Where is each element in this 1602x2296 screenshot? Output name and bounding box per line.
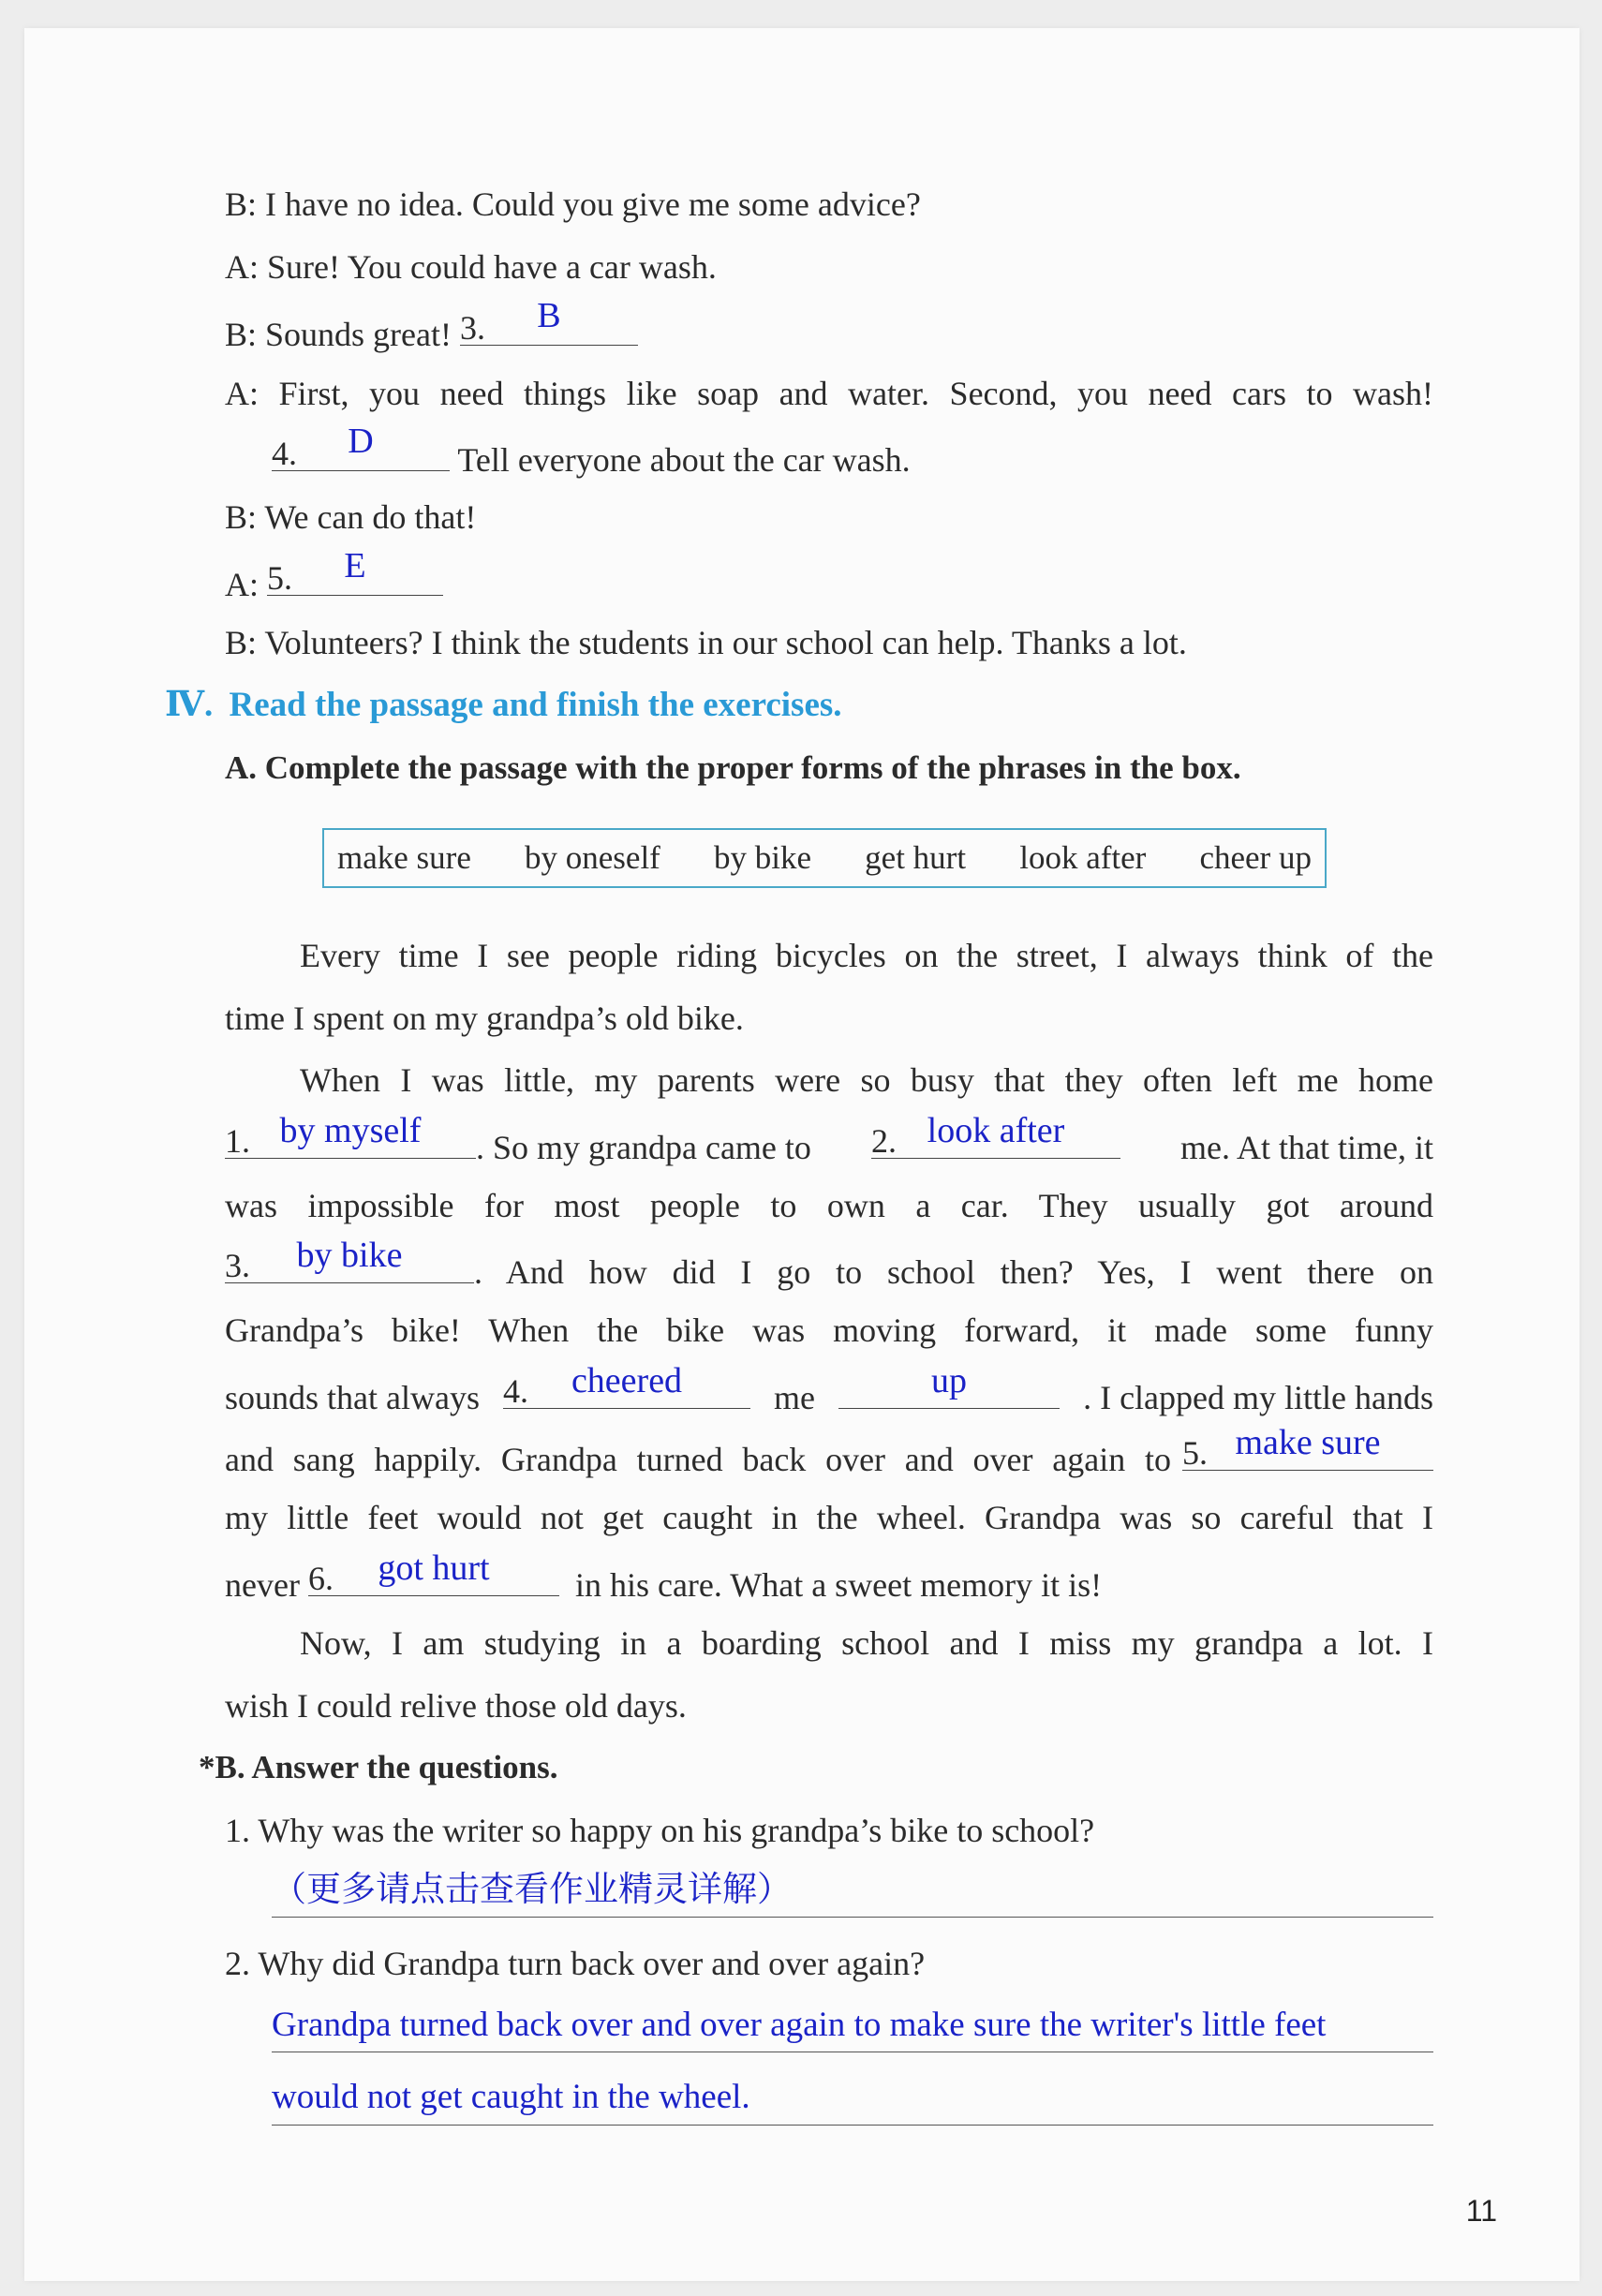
answer-4: D — [348, 422, 374, 461]
section-4-heading — [165, 687, 842, 724]
section-4-title: Read the passage and finish the exercises. — [229, 686, 842, 724]
phrase-box — [322, 828, 1327, 888]
page-number: 11 — [1465, 2194, 1497, 2228]
answer-p1: by myself — [279, 1111, 422, 1150]
answer-p4b: up — [931, 1361, 968, 1400]
part-b-heading: *B. Answer the questions. — [199, 1749, 558, 1785]
answer-blank-p5[interactable]: 5. make sure — [1182, 1436, 1433, 1471]
passage-p2-line-9: never 6. got hurt in his care. What a sweet memory it is! — [225, 1548, 1103, 1604]
passage-p1-line-1: Every time I see people riding bicycles on the street, I always think of the — [300, 937, 1433, 974]
dialogue-line-2: A: Sure! You could have a car wash. — [225, 248, 717, 286]
passage-p3-line-2: wish I could relive those old days. — [225, 1687, 687, 1725]
answer-line-q2b — [272, 2125, 1433, 2126]
dialogue-line-3 — [225, 296, 638, 353]
answer-blank-3[interactable]: 3. B — [460, 311, 638, 346]
dialogue-line-3-text: B: Sounds great! — [225, 316, 460, 353]
part-a-instruction: A. Complete the passage with the proper forms of the phrases in the box. — [225, 749, 1241, 786]
answer-p5: make sure — [1235, 1423, 1381, 1462]
dialogue-line-4a: A: First, you need things like soap and water. Second, you need cars to wash! — [225, 375, 1433, 412]
passage-p2-line-3: was impossible for most people to own a car. They usually got around — [225, 1187, 1433, 1224]
passage-p2-line-6: sounds that always 4. cheered me up . I clapped my little hands — [225, 1361, 1433, 1416]
passage-p2-line-1: When I was little, my parents were so busy that they often left me home — [300, 1061, 1433, 1099]
answer-blank-p3[interactable]: 3. by bike — [225, 1249, 474, 1283]
answer-3: B — [537, 296, 561, 335]
passage-p2-line-8: my little feet would not get caught in the wheel. Grandpa was so careful that I — [225, 1499, 1433, 1536]
answer-q2-line-2: would not get caught in the wheel. — [272, 2078, 750, 2116]
answer-line-q1 — [272, 1917, 1433, 1918]
passage-p2-line-4: 3. by bike . And how did I go to school then? Yes, I went there on — [225, 1236, 1433, 1291]
phrase-by-oneself: by oneself — [525, 839, 660, 876]
passage-p2-line-7: and sang happily. Grandpa turned back over and over again to 5. make sure — [225, 1436, 1433, 1478]
dialogue-line-7: B: Volunteers? I think the students in our school can help. Thanks a lot. — [225, 624, 1187, 661]
answer-blank-4[interactable]: 4. D — [272, 437, 450, 471]
dialogue-line-4b — [272, 422, 911, 479]
passage-p3-line-1: Now, I am studying in a boarding school and I miss my grandpa a lot. I — [300, 1624, 1433, 1662]
dialogue-line-1: B: I have no idea. Could you give me some advice? — [225, 185, 921, 223]
answer-q2-line-1: Grandpa turned back over and over again to make sure the writer's little feet — [272, 2006, 1327, 2044]
dialogue-line-5: B: We can do that! — [225, 498, 477, 536]
dialogue-line-6 — [225, 546, 443, 603]
phrase-get-hurt: get hurt — [865, 839, 967, 876]
phrase-cheer-up: cheer up — [1199, 839, 1312, 876]
answer-blank-p6[interactable]: 6. got hurt — [308, 1562, 559, 1596]
passage-p2-line-5: Grandpa’s bike! When the bike was moving forward, it made some funny — [225, 1311, 1433, 1349]
question-2: 2. Why did Grandpa turn back over and over again? — [225, 1945, 926, 1982]
answer-p2: look after — [927, 1111, 1065, 1150]
answer-blank-p4a[interactable]: 4. cheered — [503, 1374, 750, 1409]
answer-p3: by bike — [296, 1236, 403, 1275]
answer-blank-5[interactable]: 5. E — [267, 561, 443, 596]
answer-5: E — [344, 546, 366, 585]
answer-blank-p1[interactable]: 1. by myself — [225, 1124, 476, 1159]
dialogue-line-4b-text: Tell everyone about the car wash. — [457, 441, 911, 479]
answer-blank-p2[interactable]: 2. look after — [871, 1124, 1120, 1159]
question-1: 1. Why was the writer so happy on his grandpa’s bike to school? — [225, 1812, 1095, 1849]
passage-p2-line-2: 1. by myself . So my grandpa came to 2. look after me. At that time, it — [225, 1111, 1433, 1166]
answer-q1: （更多请点击查看作业精灵详解） — [272, 1871, 792, 1909]
phrase-by-bike: by bike — [714, 839, 812, 876]
section-4-numeral: Ⅳ. — [165, 686, 214, 724]
passage-p1-line-2: time I spent on my grandpa’s old bike. — [225, 1000, 744, 1037]
phrase-look-after: look after — [1019, 839, 1147, 876]
answer-p4a: cheered — [571, 1361, 683, 1400]
dialogue-line-6-text: A: — [225, 566, 267, 603]
answer-p6: got hurt — [378, 1548, 490, 1588]
answer-blank-p4b[interactable] — [838, 1361, 1060, 1409]
phrase-make-sure: make sure — [337, 839, 471, 876]
